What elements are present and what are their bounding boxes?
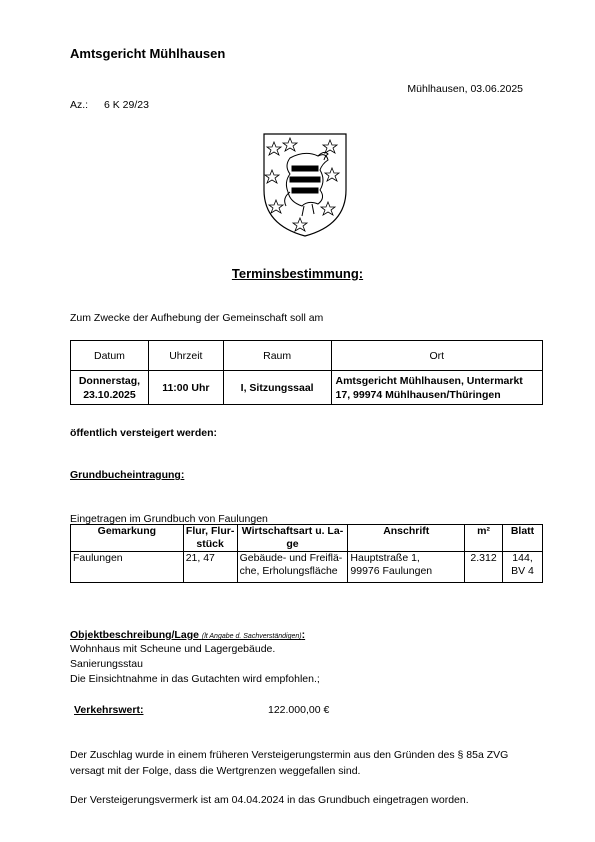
table-row [71,552,543,583]
object-description-colon: : [301,629,306,641]
object-description-line: Sanierungsstau [70,658,143,670]
object-description-line: Wohnhaus mit Scheune und Lagergebäude. [70,643,276,655]
appointment-date-value: 23.10.2025 [83,388,136,401]
appointment-weekday: Donnerstag, [78,374,141,387]
cell-sheet-line-1: 144, [512,552,533,564]
appointment-place-line-1: Amtsgericht Mühlhausen, Untermarkt [335,374,523,387]
file-number: 6 K 29/23 [104,99,149,111]
appointment-place [331,371,542,405]
object-description-line: Die Einsichtnahme in das Gutachten wird empfohlen.; [70,673,320,685]
object-description-note: (lt Angabe d. Sachverständigen) [201,633,302,640]
column-header-usage-line-2: ge [286,538,299,550]
market-value-label: Verkehrswert: [74,704,144,716]
intro-text: Zum Zwecke der Aufhebung der Gemeinschaft soll am [70,312,324,324]
table-header-row [71,341,543,371]
appointment-table [70,340,543,405]
cell-gemarkung: Faulungen [71,552,184,583]
cell-area: 2.312 [465,552,503,583]
auction-statement: öffentlich versteigert werden: [70,427,218,439]
object-description-title: Objektbeschreibung/Lage [70,629,199,641]
court-name: Amtsgericht Mühlhausen [70,46,226,61]
column-header-gemarkung: Gemarkung [71,525,184,552]
column-header-sheet: Blatt [503,525,543,552]
cell-usage [237,552,348,583]
cell-sheet-line-2: BV 4 [511,565,534,577]
column-header-area: m² [465,525,503,552]
cell-flur: 21, 47 [183,552,237,583]
column-header-time: Uhrzeit [148,341,223,371]
cell-address-line-1: Hauptstraße 1, [350,552,420,564]
appointment-date [71,371,149,405]
column-header-flur [183,525,237,552]
land-register-heading: Grundbucheintragung: [70,469,185,481]
appointment-room: I, Sitzungssaal [223,371,331,405]
column-header-usage [237,525,348,552]
table-header-row [71,525,543,552]
column-header-usage-line-1: Wirtschaftsart u. La- [241,525,344,537]
cell-usage-line-2: che, Erholungsfläche [239,565,338,577]
award-refusal-paragraph: Der Zuschlag wurde in einem früheren Versteigerungstermin aus den Gründen des § 85a ZVG versagt mit der Folge, dass die Wertgrenzen weggefallen sind. [70,749,509,777]
column-header-room: Raum [223,341,331,371]
column-header-flur-line-2: stück [196,538,224,550]
object-description-heading [70,629,305,641]
cell-address-line-2: 99976 Faulungen [350,565,433,577]
table-row [71,371,543,405]
cell-usage-line-1: Gebäude- und Freiflä- [239,552,343,564]
land-register-intro: Eingetragen im Grundbuch von Faulungen [70,513,268,525]
auction-note-paragraph: Der Versteigerungsvermerk ist am 04.04.2024 in das Grundbuch eingetragen worden. [70,794,469,806]
place-date: Mühlhausen, 03.06.2025 [407,83,523,95]
appointment-time: 11:00 Uhr [148,371,223,405]
page-title: Terminsbestimmung: [231,266,364,281]
column-header-flur-line-1: Flur, Flur- [185,525,235,537]
column-header-address: Anschrift [348,525,465,552]
file-number-label: Az.: [70,99,89,111]
column-header-date: Datum [71,341,149,371]
cell-sheet [503,552,543,583]
cell-address [348,552,465,583]
land-register-table [70,524,543,583]
coat-of-arms-emblem [260,130,350,240]
appointment-place-line-2: 17, 99974 Mühlhausen/Thüringen [335,388,501,401]
column-header-place: Ort [331,341,542,371]
market-value: 122.000,00 € [268,704,330,716]
